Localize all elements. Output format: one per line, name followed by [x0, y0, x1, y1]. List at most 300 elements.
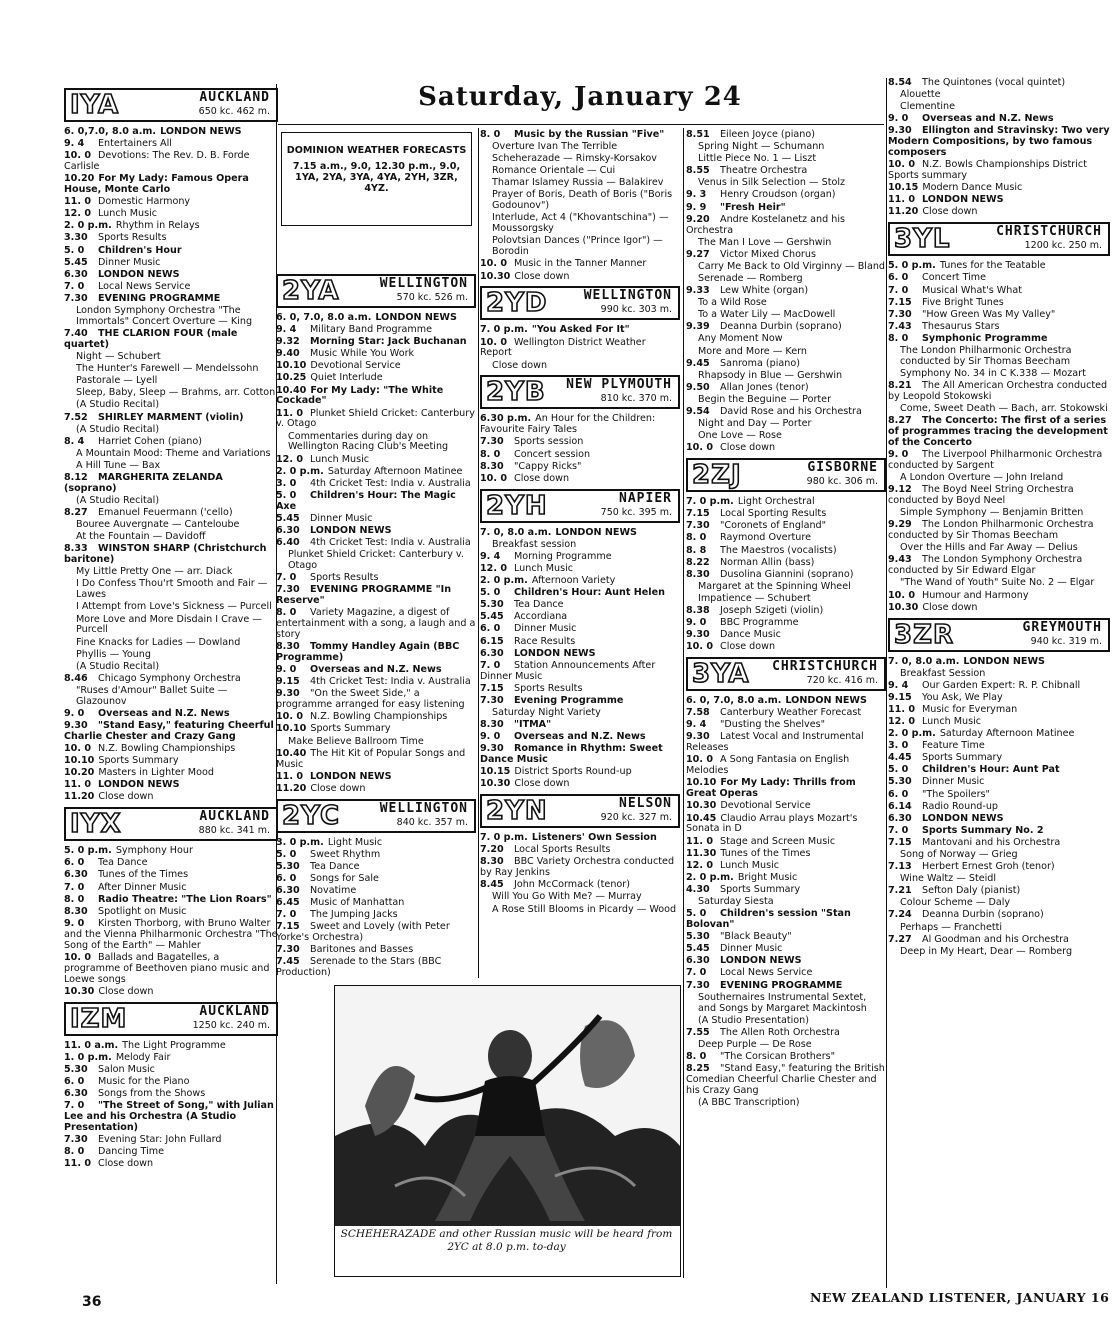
schedule-entry: [686, 1040, 886, 1051]
entry-time: 10.20: [64, 767, 95, 779]
entry-title: Make Believe Ballroom Time: [288, 735, 424, 747]
entry-title: LONDON NEWS: [785, 695, 867, 707]
schedule-entry: [276, 573, 476, 584]
entry-title: EVENING PROGRAMME: [98, 292, 221, 304]
schedule-entry: [686, 509, 886, 520]
entry-title: Close down: [98, 791, 154, 803]
schedule-entry: [888, 765, 1110, 776]
schedule-entry: [64, 473, 278, 495]
entry-time: 11. 0: [276, 770, 304, 782]
entry-time: 10.30: [888, 601, 919, 613]
schedule-entry: [64, 567, 278, 578]
entry-time: 11. 0: [686, 835, 714, 847]
schedule-entry: [64, 870, 278, 881]
schedule-entry: [480, 600, 680, 611]
entry-title: The Allen Roth Orchestra: [720, 1026, 840, 1038]
schedule-entry: [888, 669, 1110, 680]
entry-time: 9. 0: [888, 449, 909, 461]
entry-title: Polovtsian Dances ("Prince Igor") — Borodin: [492, 235, 663, 258]
column-rule: [683, 128, 684, 1278]
schedule-entry: [480, 732, 680, 743]
entry-time: 7.15: [888, 296, 912, 308]
schedule-entry: [276, 432, 476, 454]
entry-title: Overseas and N.Z. News: [514, 731, 646, 743]
entry-time: 7.40: [64, 328, 88, 340]
entry-title: LONDON NEWS: [555, 526, 637, 538]
schedule-entry: [888, 298, 1110, 309]
station-header-3zr: [888, 618, 1110, 652]
schedule-entry: [480, 325, 680, 336]
entry-title: Devotional Service: [720, 800, 811, 812]
entry-time: 6. 0, 7.0, 8.0 a.m.: [276, 312, 372, 323]
station-call-sign: 2YD: [486, 288, 548, 319]
entry-title: Pastorale — Lyell: [76, 375, 158, 387]
schedule-entry: [686, 262, 886, 273]
entry-title: LONDON NEWS: [98, 779, 180, 791]
entry-time: 9.40: [276, 348, 300, 360]
entry-time: 5.30: [276, 860, 300, 872]
schedule-2yd: [480, 325, 680, 371]
entry-title: Tunes of the Times: [98, 869, 189, 881]
schedule-entry: [64, 461, 278, 472]
schedule-entry: [686, 178, 886, 189]
entry-time: 7. 0: [480, 659, 501, 671]
station-city: CHRISTCHURCH: [772, 659, 878, 675]
entry-time: 11.30: [686, 847, 717, 859]
entry-time: 8. 4: [64, 435, 85, 447]
entry-time: 9. 0: [276, 664, 297, 676]
entry-time: 7.24: [888, 909, 912, 921]
schedule-entry: [64, 139, 278, 150]
entry-time: 9.33: [686, 285, 710, 297]
entry-title: EVENING PROGRAMME: [720, 979, 843, 991]
schedule-entry: [480, 767, 680, 778]
entry-time: 1. 0 p.m.: [64, 1051, 112, 1063]
entry-title: Overture Ivan The Terrible: [492, 141, 618, 153]
schedule-entry: [64, 294, 278, 305]
schedule-entry: [480, 450, 680, 461]
schedule-entry: [888, 520, 1110, 542]
entry-title: Entertainers All: [98, 138, 172, 150]
schedule-entry: [276, 737, 476, 748]
schedule-entry: [686, 1028, 886, 1039]
entry-title: Claudio Arrau plays Mozart's Sonata in D: [686, 812, 858, 835]
entry-title: Impatience — Schubert: [698, 592, 811, 604]
schedule-entry: [888, 935, 1110, 946]
entry-title: LONDON NEWS: [98, 268, 180, 280]
entry-title: Close down: [98, 1158, 154, 1170]
entry-time: 10. 0: [480, 336, 508, 348]
entry-title: The Boyd Neel String Orchestra conducted by Boyd Neel: [888, 484, 1074, 507]
entry-title: District Sports Round-up: [514, 766, 632, 778]
weather-forecast-box: [281, 132, 472, 226]
entry-title: Spotlight on Music: [98, 905, 187, 917]
entry-title: Latest Vocal and Instrumental Releases: [686, 731, 864, 754]
schedule-entry: [64, 364, 278, 375]
schedule-entry: [276, 361, 476, 372]
entry-time: 7.30: [64, 292, 88, 304]
station-city: WELLINGTON: [583, 288, 672, 304]
entry-title: Harriet Cohen (piano): [98, 435, 202, 447]
entry-time: 6.30: [276, 884, 300, 896]
entry-time: 10. 0: [686, 442, 714, 454]
entry-title: An Hour for the Children: Favourite Fairy Tales: [480, 413, 656, 436]
schedule-entry: [686, 861, 886, 872]
entry-time: 6.30: [276, 524, 300, 536]
schedule-entry: [276, 784, 476, 795]
schedule-entry: [686, 274, 886, 285]
entry-time: 7.30: [480, 694, 504, 706]
entry-title: "How Green Was My Valley": [922, 308, 1056, 320]
entry-title: N.Z. Bowls Championships District Sports summary: [888, 159, 1087, 182]
entry-time: 9.30: [686, 731, 710, 743]
entry-title: Morning Programme: [514, 550, 612, 562]
entry-time: 8. 0: [686, 1050, 707, 1062]
schedule-entry: [64, 413, 278, 424]
entry-title: Morning Star: Jack Buchanan: [310, 336, 467, 348]
schedule-entry: [64, 282, 278, 293]
entry-time: 10. 0: [64, 743, 92, 754]
entry-title: Variety Magazine, a digest of entertainment with a song, a laugh and a story: [276, 607, 476, 641]
entry-time: 5. 0: [64, 244, 85, 256]
entry-title: The Liverpool Philharmonic Orchestra conducted by Sargent: [888, 449, 1103, 472]
schedule-entry: [686, 359, 886, 370]
entry-time: 6.45: [276, 897, 300, 909]
illustration-caption: SCHEHERAZADE and other Russian music will be heard from 2YC at 8.0 p.m. to-day: [340, 1228, 673, 1253]
page-number: 36: [82, 1294, 102, 1310]
schedule-entry: [686, 334, 886, 345]
schedule-entry: [480, 696, 680, 707]
entry-time: 5. 0: [480, 587, 501, 599]
station-frequency: 940 kc. 319 m.: [1030, 635, 1102, 647]
entry-time: 8. 0: [64, 1146, 85, 1158]
entry-time: 8.54: [888, 77, 912, 88]
schedule-2ya-continued: [480, 130, 680, 282]
schedule-3ya-continued: [888, 78, 1110, 218]
entry-title: Mantovani and his Orchestra: [922, 836, 1061, 848]
header-rule: [278, 124, 884, 125]
entry-title: Humour and Harmony: [922, 589, 1029, 601]
schedule-entry: [64, 709, 278, 720]
entry-title: For My Lady: Thrills from Great Operas: [686, 777, 856, 800]
schedule-entry: [888, 160, 1110, 182]
entry-title: "On the Sweet Side," a programme arranged for easy listening: [276, 688, 465, 711]
entry-title: Sefton Daly (pianist): [922, 885, 1021, 897]
schedule-entry: [64, 209, 278, 220]
entry-title: Sports Summary: [98, 755, 179, 767]
entry-title: Joseph Szigeti (violin): [720, 605, 824, 616]
entry-time: 10.45: [686, 812, 717, 824]
entry-title: Concert Time: [922, 272, 987, 284]
entry-title: Lunch Music: [98, 208, 158, 220]
schedule-entry: [480, 166, 680, 177]
entry-title: Afternoon Variety: [531, 575, 616, 587]
schedule-entry: [64, 858, 278, 869]
entry-title: Lunch Music: [514, 562, 574, 574]
entry-title: Local News Service: [98, 280, 191, 292]
schedule-entry: [686, 708, 886, 719]
entry-title: Theatre Orchestra: [720, 165, 808, 177]
schedule-entry: [686, 1052, 886, 1063]
entry-time: 9. 4: [888, 679, 909, 691]
entry-title: Musical What's What: [922, 284, 1022, 296]
publication-footer: NEW ZEALAND LISTENER, JANUARY 16: [810, 1290, 1110, 1305]
schedule-entry: [686, 298, 886, 309]
schedule-entry: [888, 814, 1110, 825]
schedule-entry: [480, 564, 680, 575]
entry-time: 8.30: [480, 856, 504, 868]
schedule-entry: [276, 386, 476, 408]
weather-heading: DOMINION WEATHER FORECASTS: [286, 145, 467, 156]
station-call-sign: IYX: [70, 809, 122, 840]
schedule-entry: [480, 612, 680, 623]
entry-time: 11. 0: [64, 196, 92, 208]
schedule-entry: [888, 346, 1110, 368]
entry-title: Dinner Music: [922, 776, 985, 788]
station-city: WELLINGTON: [379, 276, 468, 291]
entry-title: Allan Jones (tenor): [720, 381, 809, 393]
entry-time: 6. 0: [64, 1075, 85, 1087]
entry-title: Rhythm in Relays: [115, 220, 200, 232]
entry-title: A Song Fantasia on English Melodies: [686, 754, 850, 777]
entry-title: Carry Me Back to Old Virginny — Bland: [698, 260, 886, 272]
entry-title: Bouree Auvergnate — Canteloube: [76, 519, 240, 531]
station-frequency: 810 kc. 370 m.: [600, 393, 672, 405]
schedule-entry: [888, 369, 1110, 380]
column-rule: [478, 128, 479, 978]
schedule-entry: [686, 1064, 886, 1097]
schedule-entry: [686, 166, 886, 177]
entry-time: 7.58: [686, 707, 710, 719]
entry-time: 6.30: [686, 955, 710, 967]
entry-title: Close down: [922, 206, 978, 218]
schedule-entry: [276, 874, 476, 885]
schedule-entry: [686, 897, 886, 908]
entry-title: You Ask, We Play: [922, 691, 1003, 703]
schedule-entry: [480, 272, 680, 283]
entry-time: 4.45: [888, 752, 912, 764]
schedule-entry: [64, 602, 278, 613]
entry-time: 7.30: [480, 436, 504, 448]
schedule-entry: [276, 467, 476, 478]
schedule-entry: [686, 215, 886, 237]
schedule-entry: [686, 190, 886, 201]
entry-title: LONDON NEWS: [720, 955, 802, 967]
entry-time: 11. 0: [64, 779, 92, 791]
schedule-entry: [686, 497, 886, 508]
schedule-entry: [276, 886, 476, 897]
schedule-entry: [686, 755, 886, 777]
entry-time: 9. 4: [480, 550, 501, 562]
entry-title: Local Sports Results: [514, 844, 611, 856]
schedule-entry: [276, 957, 476, 979]
entry-time: 10.10: [64, 755, 95, 767]
station-call-sign: IYA: [70, 90, 120, 120]
entry-title: Feature Time: [922, 740, 985, 752]
entry-title: Children's session "Stan Bolovan": [686, 908, 851, 931]
entry-title: Deanna Durbin (soprano): [720, 321, 842, 333]
entry-title: Dinner Music: [720, 943, 783, 955]
entry-time: 8.51: [686, 129, 710, 140]
entry-time: 9.32: [276, 336, 300, 348]
schedule-entry: [686, 981, 886, 992]
schedule-entry: [686, 521, 886, 532]
schedule-entry: [686, 778, 886, 800]
entry-title: Thamar Islamey Russia — Balakirev: [492, 177, 664, 189]
schedule-entry: [888, 322, 1110, 333]
entry-title: The Concerto: The first of a series of programmes tracing the development of the Concerto: [888, 415, 1108, 449]
entry-time: 5. 0: [276, 848, 297, 860]
schedule-entry: [276, 313, 476, 324]
entry-time: 5.30: [480, 599, 504, 611]
entry-title: Dusolina Giannini (soprano): [720, 568, 854, 580]
entry-title: Sweet Rhythm: [310, 848, 381, 860]
schedule-entry: [686, 546, 886, 557]
entry-title: Breakfast session: [492, 538, 577, 550]
entry-time: 9.30: [480, 743, 504, 755]
schedule-entry: [686, 932, 886, 943]
entry-time: 2. 0 p.m.: [276, 465, 324, 477]
entry-title: Concert session: [514, 448, 591, 460]
station-call-sign: IZM: [70, 1003, 128, 1034]
schedule-entry: [686, 814, 886, 836]
schedule-entry: [888, 910, 1110, 921]
entry-time: 10. 0: [480, 258, 508, 270]
schedule-entry: [64, 846, 278, 857]
entry-title: Norman Allin (bass): [720, 556, 815, 568]
entry-title: Come, Sweet Death — Bach, arr. Stokowski: [900, 403, 1108, 415]
entry-title: LONDON NEWS: [514, 647, 596, 659]
entry-time: 9.30: [276, 688, 300, 700]
schedule-entry: [686, 642, 886, 653]
station-frequency: 1200 kc. 250 m.: [1024, 240, 1102, 252]
entry-time: 11.20: [64, 791, 95, 803]
schedule-entry: [888, 591, 1110, 602]
entry-title: Novatime: [310, 884, 357, 896]
entry-time: 7.45: [276, 956, 300, 968]
schedule-entry: [888, 543, 1110, 554]
entry-title: Plunket Shield Cricket: Canterbury v. Otago: [276, 407, 475, 430]
entry-title: Tunes of the Times: [720, 847, 811, 859]
entry-title: "Fresh Heir": [720, 201, 786, 213]
schedule-entry: [888, 753, 1110, 764]
entry-time: 4.30: [686, 883, 710, 895]
entry-time: 10.30: [480, 270, 511, 282]
entry-title: Perhaps — Franchetti: [900, 921, 1003, 933]
schedule-entry: [64, 388, 278, 399]
entry-time: 10.30: [480, 778, 511, 790]
column-5: [888, 78, 1110, 1288]
entry-time: 10.15: [480, 766, 511, 778]
schedule-entry: [888, 923, 1110, 934]
schedule-entry: [888, 508, 1110, 519]
schedule-entry: [888, 826, 1110, 837]
entry-title: London Symphony Orchestra "The Immortals" Concert Overture — King: [76, 305, 253, 327]
entry-time: 12. 0: [888, 715, 916, 727]
schedule-entry: [480, 154, 680, 165]
entry-title: Little Piece No. 1 — Liszt: [698, 153, 817, 165]
station-city: WELLINGTON: [379, 800, 468, 816]
entry-title: Saturday Siesta: [698, 896, 774, 908]
entry-time: 5. 0 p.m.: [64, 845, 112, 857]
entry-title: Accordiana: [514, 611, 568, 623]
schedule-entry: [64, 1147, 278, 1158]
entry-time: 6.30 p.m.: [480, 413, 532, 425]
schedule-entry: [686, 1016, 886, 1027]
schedule-entry: [686, 944, 886, 955]
entry-title: For My Lady: "The White Cockade": [276, 384, 444, 407]
schedule-entry: [64, 883, 278, 894]
schedule-2yh: [480, 528, 680, 791]
entry-time: 8. 0: [686, 532, 707, 544]
entry-time: 7. 0, 8.0 a.m.: [888, 655, 960, 667]
entry-time: 5. 0: [888, 764, 909, 776]
entry-time: 7. 0: [64, 881, 85, 893]
entry-title: Clementine: [900, 101, 956, 113]
schedule-entry: [480, 361, 680, 372]
entry-title: Interlude, Act 4 ("Khovantschina") — Moussorgsky: [492, 212, 669, 235]
station-header-2yd: [480, 286, 680, 320]
entry-title: I Attempt from Love's Sickness — Purcell: [76, 601, 272, 613]
entry-time: 8.45: [480, 879, 504, 891]
schedule-entry: [276, 945, 476, 956]
schedule-entry: [888, 555, 1110, 577]
entry-title: Breakfast Session: [900, 667, 986, 679]
schedule-entry: [480, 474, 680, 485]
entry-title: Light Orchestral: [737, 496, 815, 508]
entry-title: "Ruses d'Amour" Ballet Suite — Glazounov: [76, 684, 228, 707]
schedule-entry: [64, 174, 278, 196]
entry-time: 7.55: [686, 1026, 710, 1038]
station-frequency: 750 kc. 395 m.: [600, 506, 672, 518]
schedule-entry: [888, 404, 1110, 415]
entry-title: Our Garden Expert: R. P. Chibnall: [922, 679, 1081, 691]
entry-title: The London Symphony Orchestra conducted by Sir Edward Elgar: [888, 554, 1083, 577]
entry-title: Tea Dance: [310, 860, 360, 872]
entry-title: "The Spoilers": [922, 788, 990, 800]
entry-title: Serenade — Romberg: [698, 272, 803, 284]
schedule-entry: [480, 905, 680, 916]
entry-title: LONDON NEWS: [963, 655, 1045, 667]
schedule-entry: [888, 886, 1110, 897]
schedule-entry: [64, 744, 278, 755]
column-rule: [886, 78, 887, 1288]
station-call-sign: 2ZJ: [692, 460, 742, 491]
entry-time: 9.30: [686, 629, 710, 641]
schedule-entry: [686, 419, 886, 430]
schedule-entry: [64, 638, 278, 649]
entry-time: 10. 0: [888, 159, 916, 171]
entry-title: Al Goodman and his Orchestra: [922, 933, 1069, 945]
schedule-entry: [480, 236, 680, 258]
schedule-entry: [64, 258, 278, 269]
entry-time: 12. 0: [686, 859, 714, 871]
schedule-entry: [888, 207, 1110, 218]
entry-time: 7.52: [64, 411, 88, 423]
entry-title: LONDON NEWS: [375, 312, 457, 323]
schedule-entry: [888, 802, 1110, 813]
schedule-entry: [686, 630, 886, 641]
entry-time: 8.46: [64, 672, 88, 684]
schedule-entry: [64, 987, 278, 998]
schedule-entry: [64, 780, 278, 791]
schedule-entry: [276, 749, 476, 771]
entry-title: Raymond Overture: [720, 532, 811, 544]
entry-title: Romance Orientale — Cui: [492, 165, 616, 177]
entry-title: Chicago Symphony Orchestra: [98, 672, 241, 684]
entry-title: "You Asked For It": [531, 324, 630, 336]
schedule-entry: [276, 712, 476, 723]
